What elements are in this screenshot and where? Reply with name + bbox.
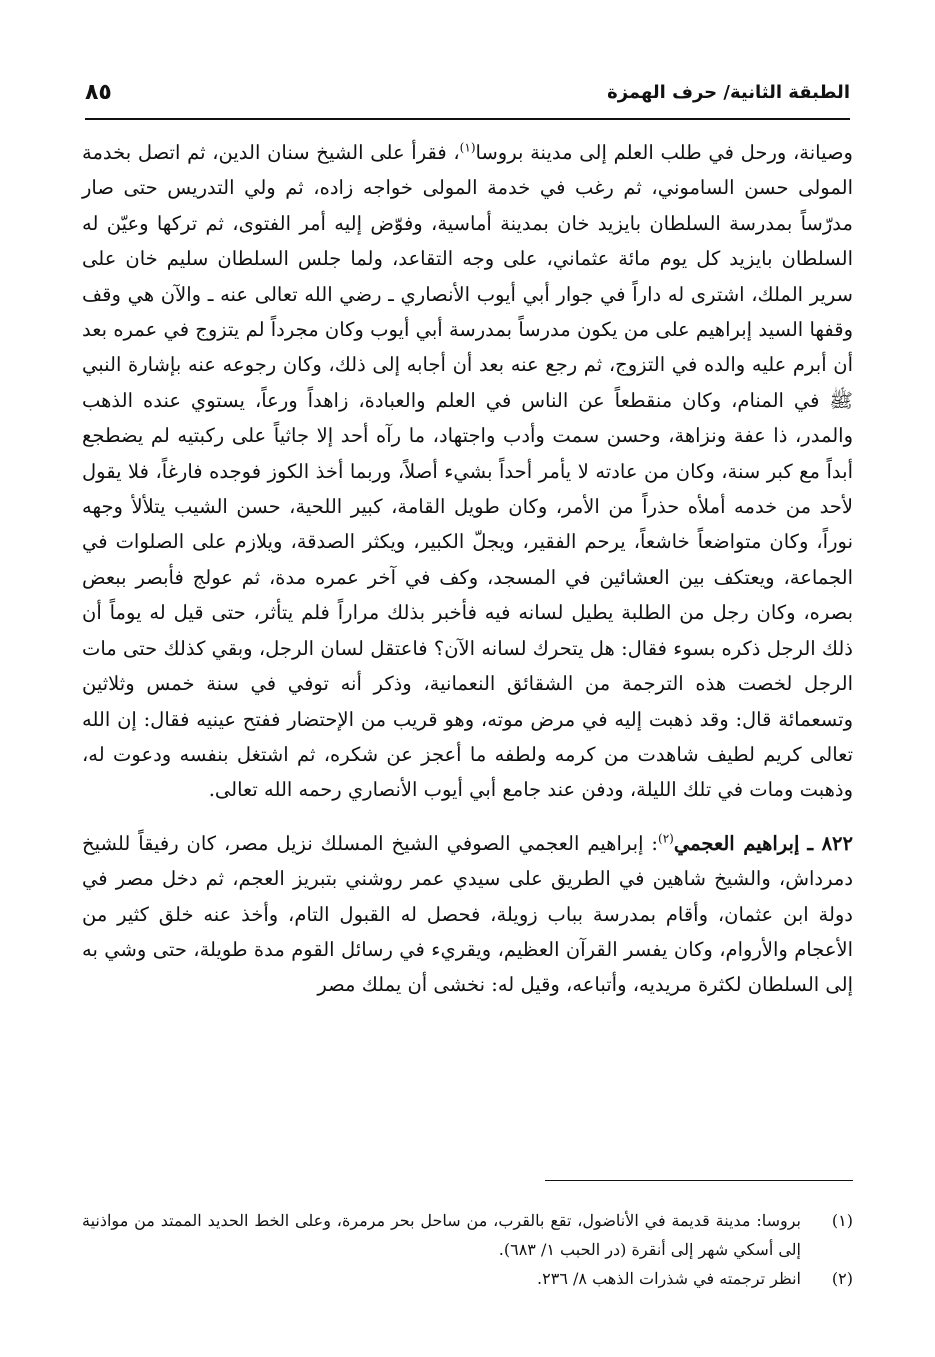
page-number: ٨٥	[85, 80, 112, 105]
footnote-text: انظر ترجمته في شذرات الذهب ٨/ ٢٣٦.	[537, 1269, 801, 1288]
footnotes	[82, 1206, 853, 1293]
footnote-number: (١)	[831, 1211, 853, 1230]
footnote	[82, 1264, 853, 1293]
footnote-text: بروسا: مدينة قديمة في الأناضول، تقع بالقرب، من ساحل بحر مرمرة، وعلى الخط الحديد الممتد من مواذنية إلى أسكي شهر إلى أنقرة (در الحبب ١/ ٦٨٣).	[82, 1211, 801, 1259]
footnote	[82, 1206, 853, 1264]
biography-entry	[82, 826, 853, 1003]
paragraph-text-continued: ، فقرأ على الشيخ سنان الدين، ثم اتصل بخدمة المولى حسن الساموني، ثم رغب في خدمة المولى خواجه زاده، ثم ولي التدريس حتى صار مدرّساً بمدرسة السلطان بايزيد خان بمدينة أماسية، وفوّض إليه أمر الفتوى، ثم تركها وعيّن له السلطان بايزيد كل يوم مائة عثماني، على وجه التقاعد، ولما جلس السلطان سليم خان على سرير الملك، اشترى له داراً في جوار أبي أيوب الأنصاري ـ رضي الله تعالى عنه ـ والآن هي وقف وقفها السيد إبراهيم على من يكون مدرساً بمدرسة أبي أيوب وكان مجرداً لم يتزوج في عمره بعد أن أبرم عليه والده في التزوج، ثم رجع عنه بعد أن أجابه إلى ذلك، وكان رجوعه عنه بإشارة النبي ﷺ في المنام، وكان منقطعاً عن الناس في العلم والعبادة، زاهداً ورعاً، يستوي عنده الذهب والمدر، ذا عفة ونزاهة، وحسن سمت وأدب واجتهاد، ما رآه أحد إلا جاثياً على ركبتيه لم يضطجع أبداً مع كبر سنة، وكان من عادته لا يأمر أحداً بشيء أصلاً، وربما أخذ الكوز فوجده فارغاً، فلا يقول لأحد من خدمه أملأه حذراً من الأمر، وكان طويل القامة، كبير اللحية، حسن الشيب يتلألأ وجهه نوراً، وكان متواضعاً خاشعاً، يرحم الفقير، ويجلّ الكبير، ويكثر الصدقة، ويلازم على الصلوات في الجماعة، ويعتكف بين العشائين في المسجد، وكف في آخر عمره مدة، ثم عولج فأبصر ببعض بصره، وكان رجل من الطلبة يطيل لسانه فيه فأخبر بذلك مراراً فلم يتأثر، حتى قيل له يوماً أن ذلك الرجل ذكره بسوء فقال: هل يتحرك لسانه الآن؟ فاعتقل لسان الرجل، وبقي كذلك حتى مات الرجل لخصت هذه الترجمة من الشقائق النعمانية، وذكر أنه توفي في سنة خمس وثلاثين وتسعمائة قال: وقد ذهبت إليه في مرض موته، وهو قريب من الإحتضار ففتح عينيه فقال: إن الله تعالى كريم لطيف شاهدت من كرمه ولطفه ما أعجز عن شكره، ثم اشتغل بنفسه ودعوت له، وذهبت ومات في تلك الليلة، ودفن عند جامع أبي أيوب الأنصاري رحمه الله تعالى.	[82, 141, 853, 802]
entry-name: إبراهيم العجمي	[673, 831, 800, 855]
paragraph	[82, 135, 853, 808]
main-text	[82, 135, 853, 1003]
entry-number: ٨٢٢ ـ	[807, 831, 853, 855]
running-title: الطبقة الثانية/ حرف الهمزة	[607, 82, 850, 103]
footnote-ref: (٢)	[658, 831, 674, 846]
paragraph-text: وصيانة، ورحل في طلب العلم إلى مدينة بروسا	[475, 141, 853, 164]
footnote-ref: (١)	[459, 140, 476, 155]
footnote-number: (٢)	[831, 1269, 853, 1288]
entry-text: : إبراهيم العجمي الصوفي الشيخ المسلك نزيل مصر، كان رفيقاً للشيخ دمرداش، والشيخ شاهين في الطريق على سيدي عمر روشني بتبريز العجم، ثم دخل مصر في دولة ابن عثمان، وأقام بمدرسة بباب زويلة، فحصل له القبول التام، وأخذ عنه خلق كثير من الأعجام والأروام، وكان يفسر القرآن العظيم، ويقريء في رسائل القوم مدة طويلة، حتى وشي به إلى السلطان لكثرة مريديه، وأتباعه، وقيل له: نخشى أن يملك مصر	[82, 831, 853, 997]
page-header	[85, 80, 850, 120]
footnote-separator	[545, 1180, 853, 1181]
